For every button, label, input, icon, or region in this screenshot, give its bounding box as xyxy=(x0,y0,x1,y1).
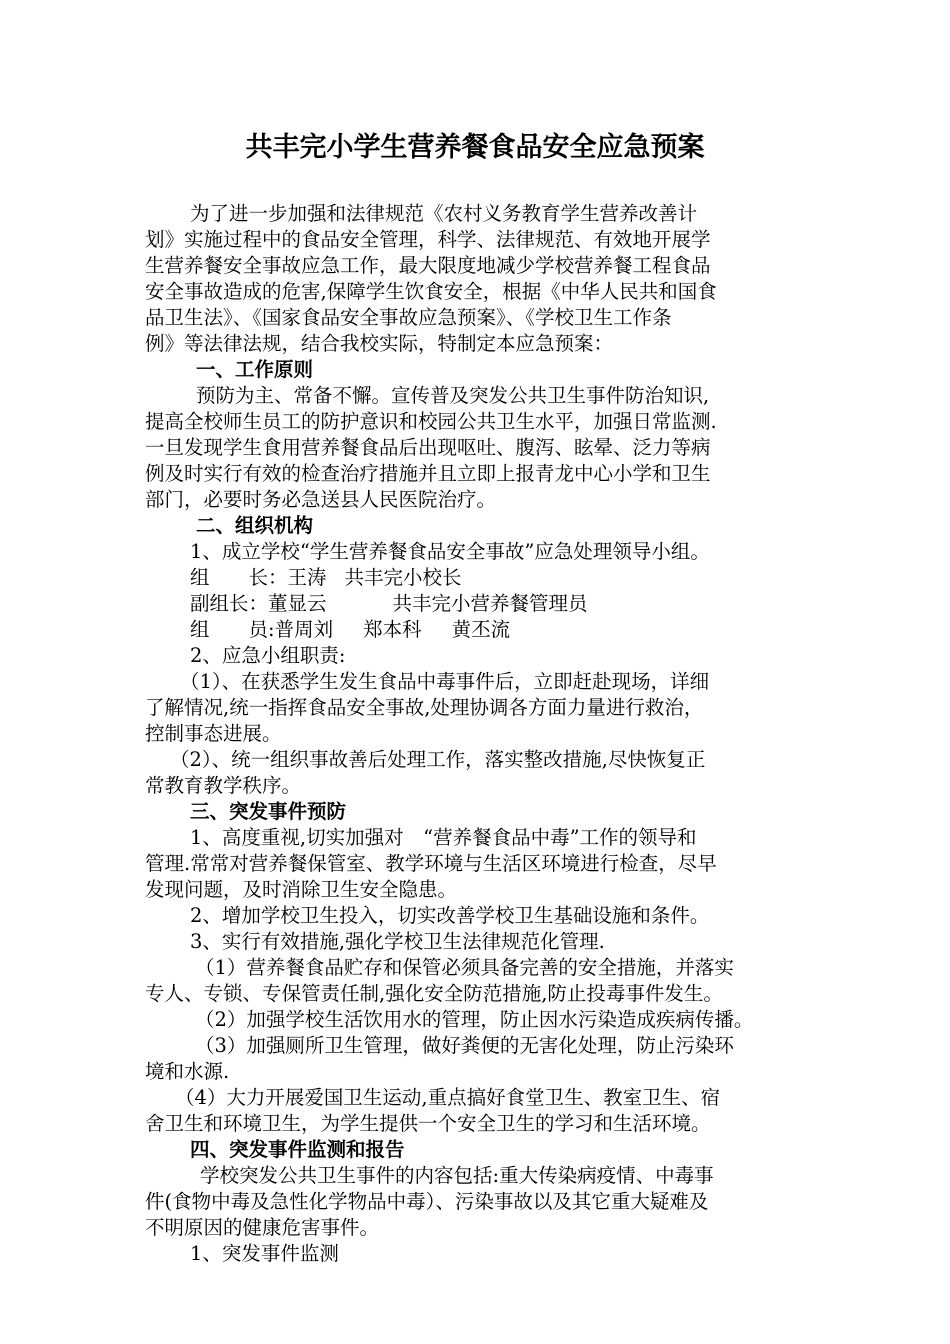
section-3-sub-2: （2）加强学校生活饮用水的管理，防止因水污染造成疾病传播。 xyxy=(195,1008,754,1031)
leader-label: 组 长： xyxy=(190,566,288,589)
section-3-sub-1-line-1: （1）营养餐食品贮存和保管必须具备完善的安全措施，并落实 xyxy=(195,956,734,979)
deputy-row xyxy=(190,591,588,617)
member-row xyxy=(190,617,510,643)
section-3-item-1-line-2: 管理.常常对营养餐保管室、教学环境与生活区环境进行检查，尽早 xyxy=(145,852,717,875)
section-4-line-3: 不明原因的健康危害事件。 xyxy=(145,1216,380,1239)
intro-line-5: 品卫生法》、《国家食品安全事故应急预案》、《学校卫生工作条 xyxy=(145,306,672,329)
section-1-line-5: 部门，必要时务必急送县人民医院治疗。 xyxy=(145,488,497,511)
section-3-sub-4-line-2: 舍卫生和环境卫生，为学生提供一个安全卫生的学习和生活环境。 xyxy=(145,1112,711,1135)
section-4-item-1: 1、突发事件监测 xyxy=(190,1242,339,1265)
deputy-label: 副组长： xyxy=(190,592,269,615)
section-3-sub-3-line-1: （3）加强厕所卫生管理，做好粪便的无害化处理，防止污染环 xyxy=(195,1034,734,1057)
section-1-heading: 一、工作原则 xyxy=(196,358,314,381)
duty-2-line-1: （2）、统一组织事故善后处理工作，落实整改措施,尽快恢复正 xyxy=(170,748,706,771)
duty-1-line-1: （1）、在获悉学生发生食品中毒事件后，立即赶赴现场，详细 xyxy=(180,670,710,693)
intro-line-3: 生营养餐安全事故应急工作，最大限度地减少学校营养餐工程食品 xyxy=(145,254,711,277)
section-3-sub-3-line-2: 境和水源. xyxy=(145,1060,230,1083)
member-label: 组 员: xyxy=(190,618,275,641)
section-3-item-3: 3、实行有效措施,强化学校卫生法律规范化管理. xyxy=(190,930,605,953)
section-1-line-3: 一旦发现学生食用营养餐食品后出现呕吐、腹泻、眩晕、泛力等病 xyxy=(145,436,711,459)
section-4-line-1: 学校突发公共卫生事件的内容包括:重大传染病疫情、中毒事 xyxy=(200,1164,714,1187)
intro-line-6: 例》等法律法规，结合我校实际，特制定本应急预案： xyxy=(145,332,614,355)
duty-1-line-3: 控制事态进展。 xyxy=(145,722,282,745)
section-2-item-2: 2、应急小组职责: xyxy=(190,644,346,667)
section-2-item-1: 1、成立学校“学生营养餐食品安全事故”应急处理领导小组。 xyxy=(190,540,710,563)
intro-line-2: 划》实施过程中的食品安全管理，科学、法律规范、有效地开展学 xyxy=(145,228,711,251)
section-3-sub-1-line-2: 专人、专锁、专保管责任制,强化安全防范措施,防止投毒事件发生。 xyxy=(145,982,723,1005)
section-2-heading: 二、组织机构 xyxy=(196,514,314,537)
leader-name: 王涛 xyxy=(287,566,327,589)
document-title: 共丰完小学生营养餐食品安全应急预案 xyxy=(245,132,705,163)
duty-2-line-2: 常教育教学秩序。 xyxy=(145,774,302,797)
section-3-item-1-line-1: 1、高度重视,切实加强对 “营养餐食品中毒”工作的领导和 xyxy=(190,826,697,849)
member-name: 黄丕流 xyxy=(451,618,511,641)
section-1-line-4: 例及时实行有效的检查治疗措施并且立即上报青龙中心小学和卫生 xyxy=(145,462,711,485)
section-3-item-1-line-3: 发现问题，及时消除卫生安全隐患。 xyxy=(145,878,458,901)
intro-line-4: 安全事故造成的危害,保障学生饮食安全，根据《中华人民共和国食 xyxy=(145,280,717,303)
deputy-name: 董显云 xyxy=(268,592,327,615)
intro-line-1: 为了进一步加强和法律规范《农村义务教育学生营养改善计 xyxy=(190,202,698,225)
section-4-line-2: 件(食物中毒及急性化学物品中毒）、污染事故以及其它重大疑难及 xyxy=(145,1190,709,1213)
deputy-title: 共丰完小营养餐管理员 xyxy=(392,592,588,615)
section-4-heading: 四、突发事件监测和报告 xyxy=(190,1138,405,1161)
leader-row xyxy=(190,565,462,591)
section-3-item-2: 2、增加学校卫生投入，切实改善学校卫生基础设施和条件。 xyxy=(190,904,710,927)
section-3-sub-4-line-1: （4）大力开展爱国卫生运动,重点搞好食堂卫生、教室卫生、宿 xyxy=(175,1086,721,1109)
duty-1-line-2: 了解情况,统一指挥食品安全事故,处理协调各方面力量进行救治， xyxy=(145,696,704,719)
leader-title: 共丰完小校长 xyxy=(344,566,462,589)
section-1-line-2: 提高全校师生员工的防护意识和校园公共卫生水平，加强日常监测. xyxy=(145,410,717,433)
member-name: 普周刘 xyxy=(274,618,334,641)
member-name: 郑本科 xyxy=(363,618,422,641)
section-1-line-1: 预防为主、常备不懈。宣传普及突发公共卫生事件防治知识, xyxy=(196,384,710,407)
section-3-heading: 三、突发事件预防 xyxy=(190,800,347,823)
